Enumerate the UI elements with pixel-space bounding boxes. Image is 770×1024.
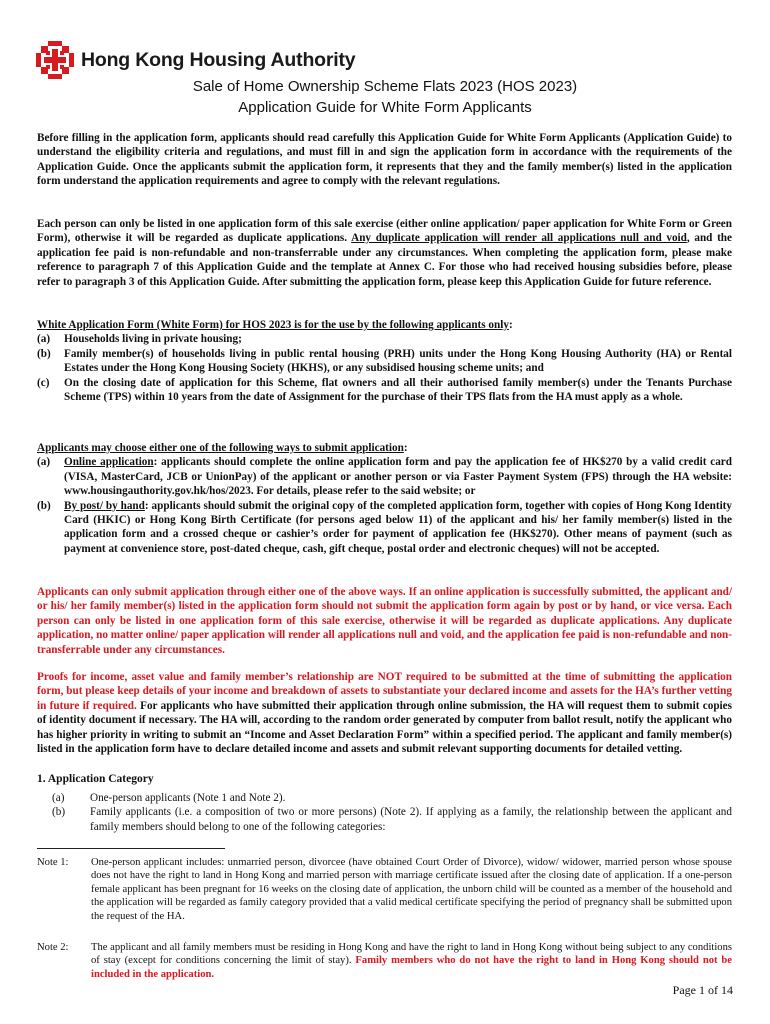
footnote-2 (37, 941, 732, 981)
eligibility-item-text: Family member(s) of households living in public rental housing (PRH) units under the Hong Kong Housing Authority (HA) or Rental Estates under the Hong Kong Housing Society (HKHS), or any subsidised housing scheme units; and (64, 347, 732, 375)
org-name: Hong Kong Housing Authority (81, 48, 356, 71)
eligibility-item (37, 332, 732, 346)
proofs-black-text: For applicants who have submitted their application through online submission, the HA will request them to submit copies of identity document if necessary. The HA will, according to the random order generated by computer from ballot result, notify the applicant who has higher priority in writing to submit an “Income and Asset Declaration Form” within a specified period. The applicant and family member(s) listed in the application form have to declare detailed income and assets and submit relevant supporting documents for detailed vetting. (37, 699, 732, 756)
eligibility-item-label: (a) (37, 333, 51, 346)
submission-item (37, 499, 732, 557)
submission-section: Applicants may choose either one of the following ways to submit application: (a) Online application: applicants should complete the online application form and pay the application fee of HK$270 by a valid credit card (VISA, MasterCard, JCB or UnionPay) of the applicant or another person or via Faster Payment System (FPS) through the HA website: www.housingauthority.gov.hk/hos/2023. For details, please refer to the said website; or (b) By post/ by hand: applicants should submit the original copy of the completed application form, together with copies of Hong Kong Identity Card (HKIC) or Hong Kong Birth Certificate (for persons aged below 11) of the applicant and his/ her family member(s) listed in the application form and a crossed cheque or cashier’s order for payment of application fee (HK$270). Other means of payment (such as payment at convenience store, post-dated cheque, cash, gift cheque, postal order and electronic cheques) will not be accepted. (37, 442, 732, 555)
footnote-divider (37, 848, 225, 849)
proofs-red-text: Proofs for income, asset value and family member’s relationship are NOT required to be submitted at the time of submitting the application form, but please keep details of your income and breakdown of assets to substantiate your declared income and assets for the HA’s further vetting in future if required. (37, 671, 732, 712)
doc-title-line2: Application Guide for White Form Applicants (238, 99, 532, 116)
submission-item-title: By post/ by hand (64, 499, 145, 512)
submission-item-label: (a) (37, 456, 51, 469)
category-item-text: Family applicants (i.e. a composition of two or more persons) (Note 2). If applying as a family, the relationship between the applicant and family members should belong to one of the following categories: (90, 806, 732, 833)
ha-logo (36, 40, 355, 80)
footnote-red-text: Family members who do not have the right to land in Hong Kong should not be included in the application. (91, 955, 733, 980)
submission-item (37, 455, 732, 498)
eligibility-item (37, 347, 732, 376)
section-1-heading: 1. Application Category (37, 773, 154, 785)
eligibility-heading: White Application Form (White Form) for HOS 2023 is for the use by the following applicants only (37, 319, 509, 331)
footnote-text: One-person applicant includes: unmarried person, divorcee (have obtained Court Order of Divorce), widow/ widower, married person whose spouse does not have the right to land in Hong Kong and married person with marriage certificate issued after the closing date of application. If a one-person female applicant has been pregnant for 16 weeks on the closing date of application, the unborn child will be counted as a member of the household and the application will be regarded as family category provided that a valid medical certificate specifying the period of pregnancy shall be submitted upon the request of the HA. (91, 857, 732, 922)
category-item (52, 805, 732, 834)
intro-p2-text-a: Each person can only be listed in one application form of this sale exercise (either online application/ paper application for White Form or Green Form), otherwise it will be regarded as duplicate applications. (37, 218, 732, 245)
category-item (52, 791, 732, 805)
duplicate-warning: Applicants can only submit application through either one of the above ways. If an online application is successfully submitted, the applicant and/ or his/ her family member(s) listed in the application form should not submit the application form again by post or by hand, or vice versa. Each person can only be listed in one application form of this sale exercise, otherwise it will be regarded as duplicate applications. Any duplicate application, no matter online/ paper application will render all applications null and void, and the application fee paid is non-refundable and non-transferrable under any circumstances. (37, 586, 732, 656)
category-item-label: (a) (52, 792, 65, 804)
submission-item-title: Online application (64, 456, 154, 469)
footnote-1 (37, 856, 732, 923)
intro-paragraph-1: Before filling in the application form, applicants should read carefully this Application Guide for White Form Applicants (Application Guide) to understand the eligibility criteria and regulations, and must fill in and sign the application form in accordance with the requirements of the Application Guide. Once the applicants submit the application form, it represents that they and the family member(s) listed in the application form understand the application requirements and agree to comply with the relevant regulations. (37, 132, 732, 188)
submission-item-text: : applicants should submit the original copy of the completed application form, together with copies of Hong Kong Identity Card (HKIC) or Hong Kong Birth Certificate (for persons aged below 11) of the applicant and his/ her family member(s) listed in the application form and a crossed cheque or cashier’s order for payment of application fee (HK$270). Other means of payment (such as payment at convenience store, post-dated cheque, cash, gift cheque, postal order and electronic cheques) will not be accepted. (64, 499, 732, 555)
eligibility-item-label: (c) (37, 376, 50, 389)
intro-p2-underlined: Any duplicate application will render all applications null and void (351, 232, 687, 245)
eligibility-item-text: Households living in private housing; (64, 333, 242, 346)
footnote-label: Note 1: (37, 857, 69, 868)
eligibility-item-label: (b) (37, 347, 51, 360)
page-number: Page 1 of 14 (672, 983, 733, 997)
doc-title-line1: Sale of Home Ownership Scheme Flats 2023 (HOS 2023) (192, 78, 578, 95)
category-list (52, 791, 732, 834)
submission-item-text: : applicants should complete the online application form and pay the application fee of HK$270 by a valid credit card (VISA, MasterCard, JCB or UnionPay) of the applicant or another person or via Faster Payment System (FPS) through the HA website: www.housingauthority.gov.hk/hos/2023. For details, please refer to the said website; or (64, 456, 732, 498)
ha-emblem-icon (36, 41, 74, 79)
eligibility-section: White Application Form (White Form) for HOS 2023 is for the use by the following applicants only: (a) Households living in private housing; (b) Family member(s) of households living in public rental housing (PRH) units under the Hong Kong Housing Authority (HA) or Rental Estates under the Hong Kong Housing Society (HKHS), or any subsidised housing scheme units; and (c) On the closing date of application for this Scheme, flat owners and all their authorised family member(s) under the Tenants Purchase Scheme (TPS) within 10 years from the date of Assignment for the purchase of their TPS flats from the HA must apply as a whole. (37, 319, 732, 404)
footnote-text: The applicant and all family members must be residing in Hong Kong and have the right to land in Hong Kong without being subject to any conditions of stay (except for conditions concerning the limit of stay). (91, 942, 732, 967)
proofs-paragraph (37, 670, 732, 756)
category-item-label: (b) (52, 806, 66, 819)
footnote-label: Note 2: (37, 942, 69, 953)
submission-heading: Applicants may choose either one of the following ways to submit application (37, 442, 404, 454)
intro-paragraph-2 (37, 217, 732, 289)
intro-p2-text-b: , and the application fee paid is non-refundable and non-transferrable under any circumstances. When completing the application form, please make reference to paragraph 7 of this Application Guide and the template at Annex C. For those who had received housing subsidies before, please refer to paragraph 3 of this Application Guide. After submitting the application form, please keep this Application Guide for future reference. (37, 232, 732, 288)
category-item-text: One-person applicants (Note 1 and Note 2). (90, 792, 286, 804)
eligibility-item-text: On the closing date of application for this Scheme, flat owners and all their authorised family member(s) under the Tenants Purchase Scheme (TPS) within 10 years from the date of Assignment for the purchase of their TPS flats from the HA must apply as a whole. (64, 376, 732, 404)
eligibility-item (37, 376, 732, 405)
submission-item-label: (b) (37, 499, 51, 512)
